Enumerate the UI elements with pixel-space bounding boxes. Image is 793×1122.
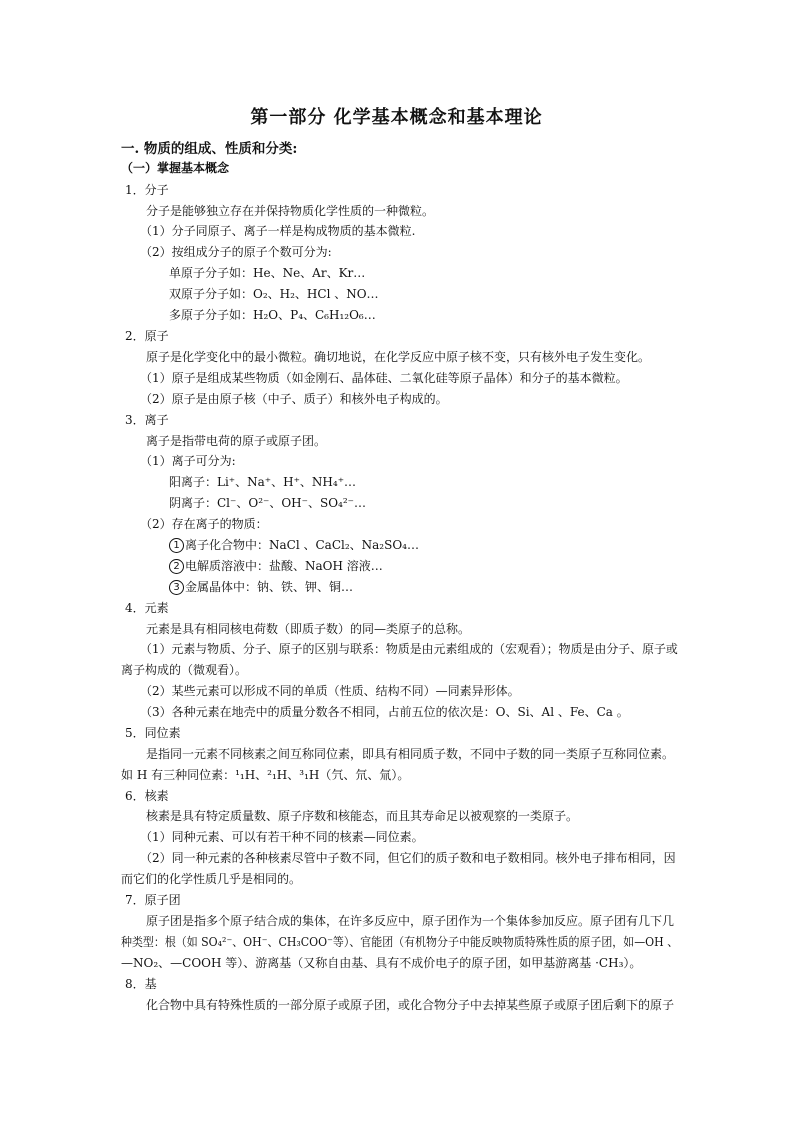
- nuclide-point-2b: 而它们的化学性质几乎是相同的。: [121, 872, 302, 886]
- ion-cations: 阳离子：Li⁺、Na⁺、H⁺、NH₄⁺…: [169, 475, 357, 489]
- item-heading-isotope: 5．同位素: [125, 726, 181, 740]
- circled-number: 3: [169, 580, 184, 595]
- item-heading-radical: 8．基: [125, 977, 157, 991]
- ion-point-2: （2）存在离子的物质：: [140, 517, 268, 531]
- molecule-point-1: （1）分子同原子、离子一样是构成物质的基本微粒.: [140, 224, 416, 238]
- atomic-group-definition-b: 种类型：根（如 SO₄²⁻、OH⁻、CH₃COO⁻等）、官能团（有机物分子中能反映物质特殊性质的原子团，如—OH 、: [121, 935, 679, 949]
- isotope-definition-b: 如 H 有三种同位素：¹₁H、²₁H、³₁H（氕、氘、氚）。: [121, 768, 410, 782]
- ion-matter-3-text: 金属晶体中：钠、铁、钾、铜…: [185, 580, 354, 594]
- atomic-group-definition-c: —NO₂、—COOH 等）、游离基（又称自由基、具有不成价电子的原子团，如甲基游离基 ·CH₃）。: [121, 956, 642, 970]
- element-point-2: （2）某些元素可以形成不同的单质（性质、结构不同）—同素异形体。: [140, 684, 520, 698]
- molecule-example-mono: 单原子分子如：He、Ne、Ar、Kr…: [169, 266, 366, 280]
- item-heading-molecule: 1．分子: [125, 183, 169, 197]
- ion-anions: 阴离子：Cl⁻、O²⁻、OH⁻、SO₄²⁻…: [169, 496, 366, 510]
- page-title: 第一部分 化学基本概念和基本理论: [250, 107, 543, 128]
- subsection-heading: （一）掌握基本概念: [121, 161, 230, 175]
- ion-definition: 离子是指带电荷的原子或原子团。: [146, 434, 327, 448]
- element-definition: 元素是具有相同核电荷数（即质子数）的同—类原子的总称。: [146, 622, 471, 636]
- item-heading-element: 4．元素: [125, 601, 169, 615]
- element-point-3: （3）各种元素在地壳中的质量分数各不相同，占前五位的依次是：O、Si、Al 、Fe、Ca 。: [140, 705, 629, 719]
- ion-matter-2: [169, 556, 383, 576]
- ion-matter-1: [169, 535, 419, 555]
- ion-matter-2-text: 电解质溶液中：盐酸、NaOH 溶液…: [185, 559, 383, 573]
- molecule-definition: 分子是能够独立存在并保持物质化学性质的一种微粒。: [146, 204, 435, 218]
- molecule-example-poly: 多原子分子如：H₂O、P₄、C₆H₁₂O₆…: [169, 308, 376, 322]
- atom-point-1: （1）原子是组成某些物质（如金刚石、晶体硅、二氧化硅等原子晶体）和分子的基本微粒。: [140, 371, 628, 385]
- nuclide-definition: 核素是具有特定质量数、原子序数和核能态，而且其寿命足以被观察的一类原子。: [146, 809, 579, 823]
- nuclide-point-2a: （2）同一种元素的各种核素尽管中子数不同，但它们的质子数和电子数相同。核外电子排布相同，因: [140, 851, 676, 865]
- ion-matter-1-text: 离子化合物中：NaCl 、CaCl₂、Na₂SO₄…: [185, 538, 419, 552]
- atom-definition: 原子是化学变化中的最小微粒。确切地说，在化学反应中原子核不变，只有核外电子发生变化。: [146, 350, 651, 364]
- element-point-1a: （1）元素与物质、分子、原子的区别与联系：物质是由元素组成的（宏观看）；物质是由分子、原子或: [140, 642, 678, 656]
- molecule-point-2: （2）按组成分子的原子个数可分为:: [140, 245, 332, 259]
- circled-number: 1: [169, 538, 184, 553]
- item-heading-nuclide: 6．核素: [125, 789, 169, 803]
- isotope-definition-a: 是指同一元素不同核素之间互称同位素，即具有相同质子数，不同中子数的同一类原子互称同位素。: [146, 747, 675, 761]
- item-heading-ion: 3．离子: [125, 413, 169, 427]
- circled-number: 2: [169, 559, 184, 574]
- ion-point-1: （1）离子可分为:: [140, 454, 236, 468]
- item-heading-atomic-group: 7．原子团: [125, 893, 181, 907]
- ion-matter-3: [169, 577, 353, 597]
- molecule-example-di: 双原子分子如：O₂、H₂、HCl 、NO…: [169, 287, 379, 301]
- atom-point-2: （2）原子是由原子核（中子、质子）和核外电子构成的。: [140, 392, 448, 406]
- section-heading: 一. 物质的组成、性质和分类:: [121, 141, 298, 157]
- element-point-1b: 离子构成的（微观看）。: [121, 663, 248, 677]
- nuclide-point-1: （1）同种元素、可以有若干种不同的核素—同位素。: [140, 830, 424, 844]
- item-heading-atom: 2．原子: [125, 329, 169, 343]
- atomic-group-definition-a: 原子团是指多个原子结合成的集体，在许多反应中，原子团作为一个集体参加反应。原子团有几下几: [146, 914, 675, 928]
- radical-definition-a: 化合物中具有特殊性质的一部分原子或原子团，或化合物分子中去掉某些原子或原子团后剩下的原子: [146, 998, 675, 1012]
